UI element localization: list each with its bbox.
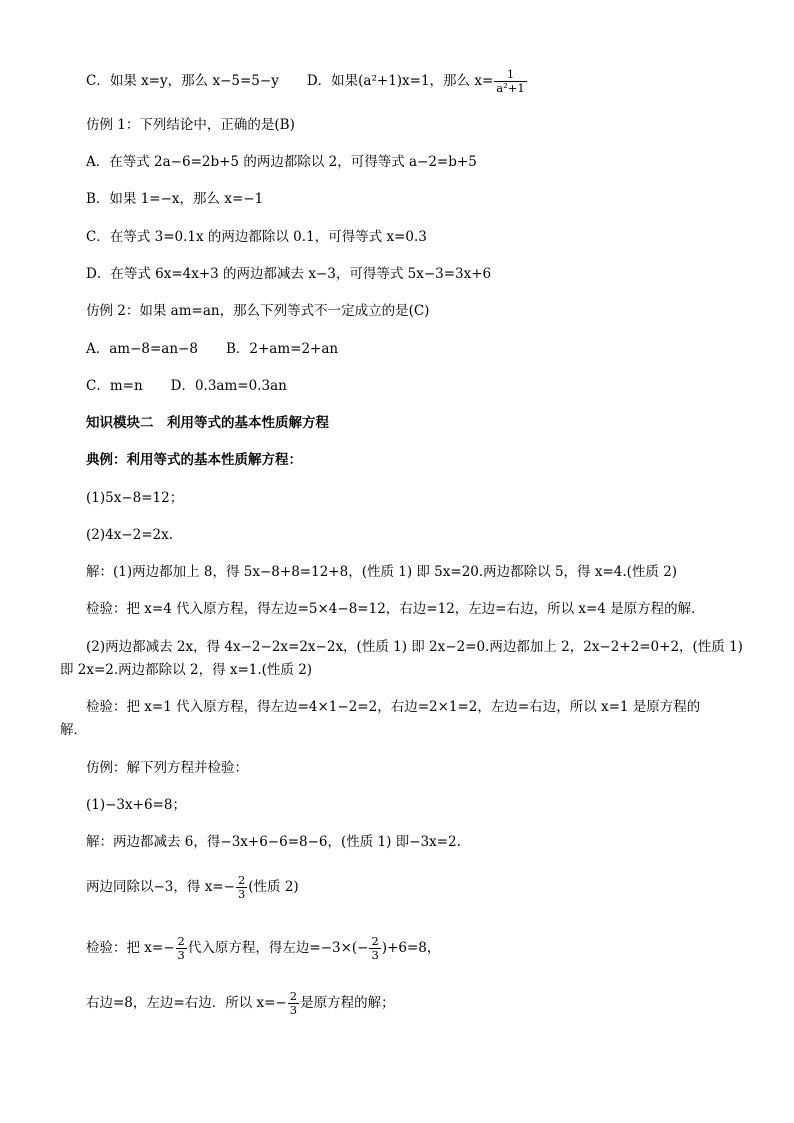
fraction: $\frac{2}{3}$ — [177, 934, 185, 962]
options-a-b — [86, 340, 338, 358]
check-text: 检验：把 x=− — [86, 940, 175, 956]
options-c-d — [86, 377, 287, 395]
solution-2-line2: 即 2x=2.两边都除以 2，得 x=1.(性质 2) — [60, 662, 313, 678]
practice-divide — [86, 874, 299, 901]
practice-check — [86, 935, 440, 962]
solution-1: 解：(1)两边都加上 8，得 5x−8+8=12+8，(性质 1) 即 5x=20.两边都除以 5，得 x=4.(性质 2) — [86, 564, 678, 580]
equation-2: (2)4x−2=2x. — [86, 527, 174, 543]
option-d-text: D．0.3am=0.3an — [170, 378, 287, 394]
fraction: $\frac{2}{3}$ — [237, 873, 246, 901]
property-note: (性质 2) — [248, 879, 299, 895]
fraction: $\frac{2}{3}$ — [289, 989, 298, 1017]
fraction: $\frac{1}{\text{a²+1}}$ — [496, 67, 525, 95]
check-2-line1: 检验：把 x=1 代入原方程，得左边=4×1−2=2，右边=2×1=2，左边=右边，所以 x=1 是原方程的 — [86, 699, 701, 715]
example1-question: 仿例 1：下列结论中，正确的是(B) — [86, 117, 295, 133]
option-c-text: C．如果 x=y，那么 x−5=5−y — [86, 73, 279, 89]
practice-heading: 仿例：解下列方程并检验： — [86, 760, 248, 776]
option-d-text: D．如果(a²+1)x=1，那么 x= — [306, 73, 494, 89]
practice-solution: 解：两边都减去 6，得−3x+6−6=8−6，(性质 1) 即−3x=2. — [86, 834, 461, 850]
check-text: )+6=8， — [381, 940, 441, 956]
option-b: B．如果 1=−x，那么 x=−1 — [86, 191, 264, 207]
equation-1: (1)5x−8=12； — [86, 490, 184, 506]
option-d: D．在等式 6x=4x+3 的两边都减去 x−3，可得等式 5x−3=3x+6 — [86, 266, 492, 282]
option-c-d — [86, 68, 528, 95]
solution-2-line1: (2)两边都减去 2x，得 4x−2−2x=2x−2x，(性质 1) 即 2x−2=0.两边都加上 2，2x−2+2=0+2，(性质 1) — [86, 639, 743, 655]
check-1: 检验：把 x=4 代入原方程，得左边=5×4−8=12，右边=12，左边=右边，所以 x=4 是原方程的解． — [86, 601, 705, 617]
conclusion-text: 右边=8，左边=右边．所以 x=− — [86, 995, 287, 1011]
option-a-text: A．am−8=an−8 — [86, 341, 198, 357]
check-2-line2: 解． — [60, 722, 87, 738]
practice-conclusion — [86, 990, 395, 1017]
option-c-text: C．m=n — [86, 378, 143, 394]
example2-question: 仿例 2：如果 am=an，那么下列等式不一定成立的是(C) — [86, 303, 430, 319]
practice-equation-1: (1)−3x+6=8； — [86, 797, 186, 813]
option-b-text: B．2+am=2+an — [225, 341, 339, 357]
section-heading: 知识模块二 利用等式的基本性质解方程 — [86, 415, 329, 431]
option-c: C．在等式 3=0.1x 的两边都除以 0.1，可得等式 x=0.3 — [86, 229, 427, 245]
option-a: A．在等式 2a−6=2b+5 的两边都除以 2，可得等式 a−2=b+5 — [86, 154, 477, 170]
practice-divide-text: 两边同除以−3，得 x=− — [86, 879, 235, 895]
fraction: $\frac{2}{3}$ — [371, 934, 379, 962]
conclusion-text: 是原方程的解； — [300, 995, 395, 1011]
example-heading: 典例：利用等式的基本性质解方程： — [86, 452, 302, 468]
check-text: 代入原方程，得左边=−3×(− — [187, 940, 369, 956]
